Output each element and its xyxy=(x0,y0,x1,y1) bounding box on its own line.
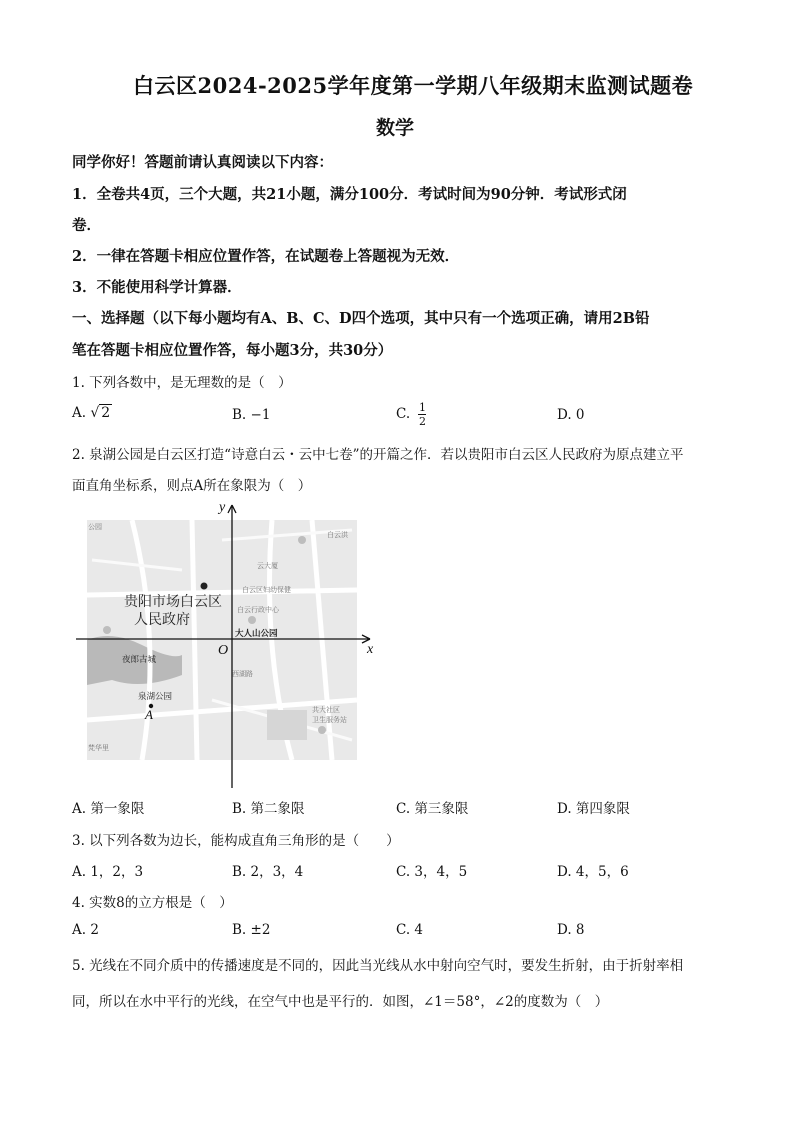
question-3-option-b: B. 2，3，4 xyxy=(232,864,304,880)
instruction-3: 3．不能使用科学计算器． xyxy=(72,279,242,296)
question-3-option-c: C. 3，4，5 xyxy=(396,864,468,880)
question-1-option-b: B. −1 xyxy=(232,407,271,423)
coordinate-map-figure xyxy=(72,500,382,790)
option-c-label: C. xyxy=(396,406,411,422)
yelang-label: 夜郎古城 xyxy=(122,655,157,665)
sqrt-symbol: √ 2 xyxy=(90,405,111,421)
instruction-1-line1: 1．全卷共4页，三个大题，共21小题，满分100分．考试时间为90分钟．考试形式闭 xyxy=(72,186,627,203)
question-5-stem-line1: 5. 光线在不同介质中的传播速度是不同的，因此当光线从水中射向空气时，要发生折射，由于折射率相 xyxy=(72,958,684,974)
map-faint-label: 共大社区 xyxy=(312,706,340,714)
y-axis-label: y xyxy=(219,500,226,515)
government-marker-icon xyxy=(201,583,208,590)
map-poi-marker xyxy=(103,626,111,634)
fraction-denominator: 2 xyxy=(418,415,426,428)
quanhu-park-label: 泉湖公园 xyxy=(138,692,173,702)
origin-label: O xyxy=(218,643,229,658)
question-4-stem: 4. 实数8的立方根是（ ） xyxy=(72,895,233,911)
question-3-stem: 3. 以下列各数为边长，能构成直角三角形的是（ ） xyxy=(72,833,400,849)
government-label-line2: 人民政府 xyxy=(134,613,190,628)
map-faint-label: 白云行政中心 xyxy=(237,606,279,614)
question-2-option-a: A. 第一象限 xyxy=(72,801,145,817)
question-4-option-c: C. 4 xyxy=(396,922,424,938)
map-faint-label: 白云区妇幼保健 xyxy=(242,586,291,594)
exam-title: 白云区2024-2025学年度第一学期八年级期末监测试题卷 xyxy=(133,73,694,98)
map-poi-marker xyxy=(318,726,326,734)
government-label-line1: 贵阳市场白云区 xyxy=(124,595,222,610)
question-3-option-d: D. 4，5，6 xyxy=(557,864,629,880)
instruction-1-line2: 卷． xyxy=(72,217,101,234)
fraction-numerator: 1 xyxy=(418,401,426,414)
question-2-stem-line2: 面直角坐标系，则点A所在象限为（ ） xyxy=(72,478,312,494)
question-1-stem: 1. 下列各数中，是无理数的是（ ） xyxy=(72,375,292,391)
section-heading-line2: 笔在答题卡相应位置作答，每小题3分，共30分） xyxy=(72,342,393,359)
map-faint-label: 卫生服务站 xyxy=(312,716,347,724)
question-5-stem-line2: 同，所以在水中平行的光线，在空气中也是平行的．如图，∠1＝58°，∠2的度数为（ ） xyxy=(72,994,609,1010)
sqrt-radicand: 2 xyxy=(101,405,111,421)
point-a-label: A xyxy=(145,707,153,722)
map-poi-marker xyxy=(248,616,256,624)
fraction xyxy=(418,402,426,427)
instruction-2: 2．一律在答题卡相应位置作答，在试题卷上答题视为无效． xyxy=(72,248,460,265)
map-faint-label: 公园 xyxy=(88,523,102,531)
subject-title: 数学 xyxy=(376,117,415,139)
question-4-option-a: A. 2 xyxy=(72,922,99,938)
park-label: 大人山公园 xyxy=(235,629,278,639)
map-faint-label: 白云洪 xyxy=(327,531,348,539)
question-2-stem-line1: 2. 泉湖公园是白云区打造“诗意白云・云中七卷”的开篇之作．若以贵阳市白云区人民政府为原点建立平 xyxy=(72,447,684,463)
map-faint-label: 云大厦 xyxy=(257,562,278,570)
question-4-option-b: B. ±2 xyxy=(232,922,271,938)
question-3-option-a: A. 1，2，3 xyxy=(72,864,144,880)
question-1-option-d: D. 0 xyxy=(557,407,585,423)
map-poi-marker xyxy=(298,536,306,544)
option-a-label: A. xyxy=(72,405,87,421)
section-heading-line1: 一、选择题（以下每小题均有A、B、C、D四个选项，其中只有一个选项正确，请用2B铅 xyxy=(72,310,650,327)
map-block xyxy=(267,710,307,740)
question-1-option-a xyxy=(72,405,112,421)
question-2-option-d: D. 第四象限 xyxy=(557,801,630,817)
question-2-option-b: B. 第二象限 xyxy=(232,801,305,817)
map-faint-label: 西湖路 xyxy=(232,670,253,678)
question-4-option-d: D. 8 xyxy=(557,922,585,938)
instructions-greeting: 同学你好！答题前请认真阅读以下内容： xyxy=(72,154,333,171)
question-2-option-c: C. 第三象限 xyxy=(396,801,469,817)
x-axis-label: x xyxy=(367,642,374,657)
question-1-option-c xyxy=(396,402,426,427)
map-faint-label: 梵华里 xyxy=(88,744,109,752)
